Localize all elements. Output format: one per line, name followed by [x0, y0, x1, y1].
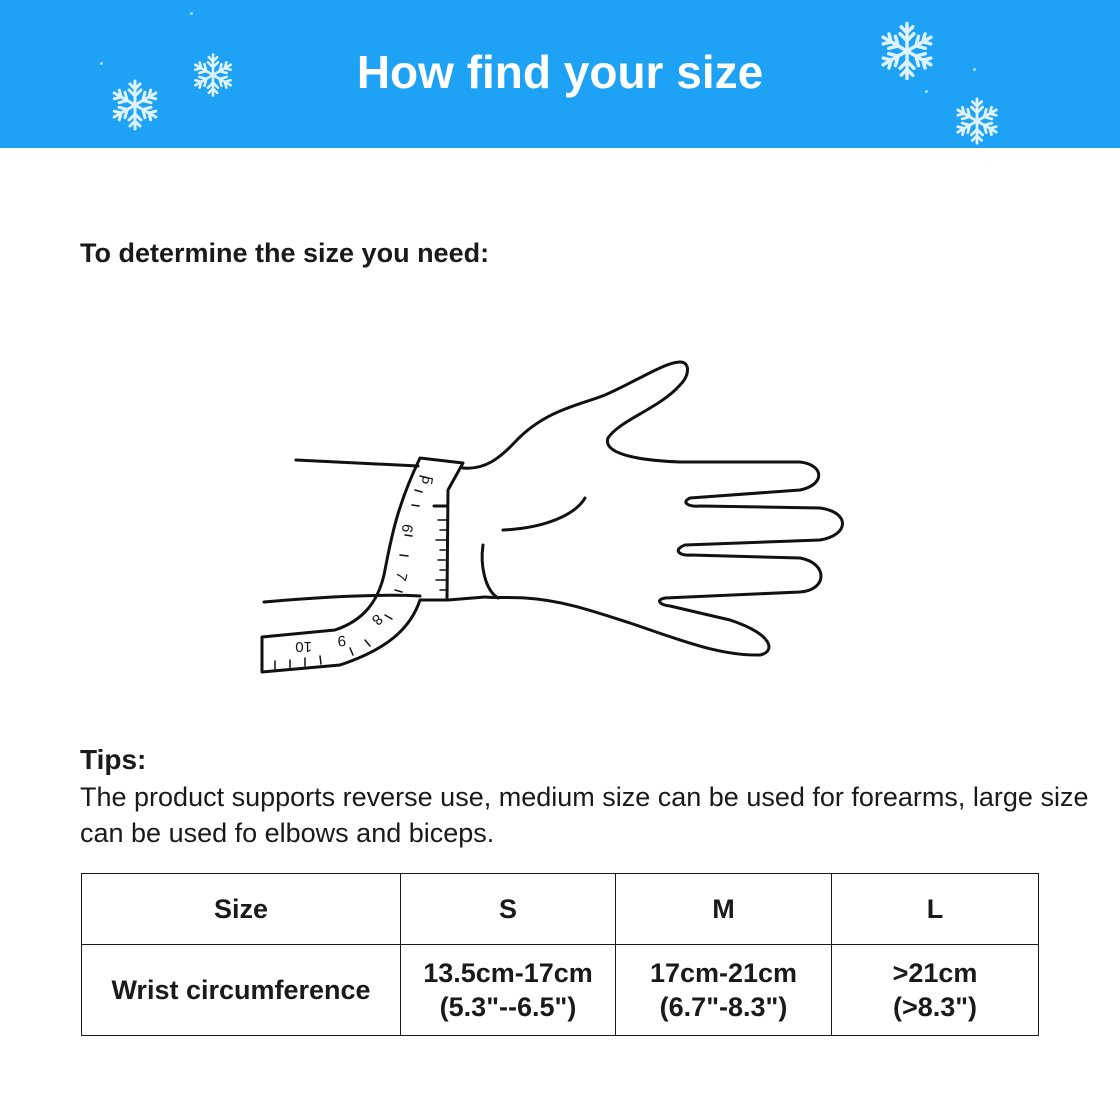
header-cell-l: L — [832, 874, 1039, 945]
header-cell-size: Size — [82, 874, 401, 945]
value-cell-s — [401, 945, 616, 1036]
tape-number: 5 — [417, 474, 436, 486]
tape-number: 10 — [295, 638, 312, 655]
tape-number: 8 — [367, 610, 386, 629]
tape-number: 6 — [397, 522, 416, 534]
tips-text: The product supports reverse use, medium size can be used for forearms, large size can be used fo elbows and biceps. — [80, 782, 1089, 848]
value-cell-l — [832, 945, 1039, 1036]
value-cm: 13.5cm-17cm — [423, 958, 593, 988]
table-row — [82, 945, 1039, 1036]
hand-wrist-measuring-tape-icon — [240, 350, 860, 690]
snowflake-icon — [952, 96, 1002, 146]
size-chart-table — [81, 873, 1039, 1036]
sparkle-dot — [190, 12, 193, 15]
value-inch: (6.7"-8.3") — [659, 992, 788, 1022]
header-cell-s: S — [401, 874, 616, 945]
table-header-row — [82, 874, 1039, 945]
tape-number: 9 — [336, 631, 347, 650]
header-cell-m: M — [616, 874, 832, 945]
value-cm: 17cm-21cm — [649, 958, 798, 988]
instruction-heading: To determine the size you need: — [80, 238, 490, 268]
tape-number: 7 — [391, 570, 411, 583]
value-cell-m — [616, 945, 832, 1036]
value-inch: (5.3"--6.5") — [439, 992, 577, 1022]
header-banner — [0, 0, 1120, 148]
page-title: How find your size — [356, 46, 764, 98]
value-inch: (>8.3") — [892, 992, 978, 1022]
tips-heading: Tips: — [80, 744, 147, 775]
row-label-wrist: Wrist circumference — [82, 945, 401, 1036]
value-cm: >21cm — [892, 958, 978, 988]
